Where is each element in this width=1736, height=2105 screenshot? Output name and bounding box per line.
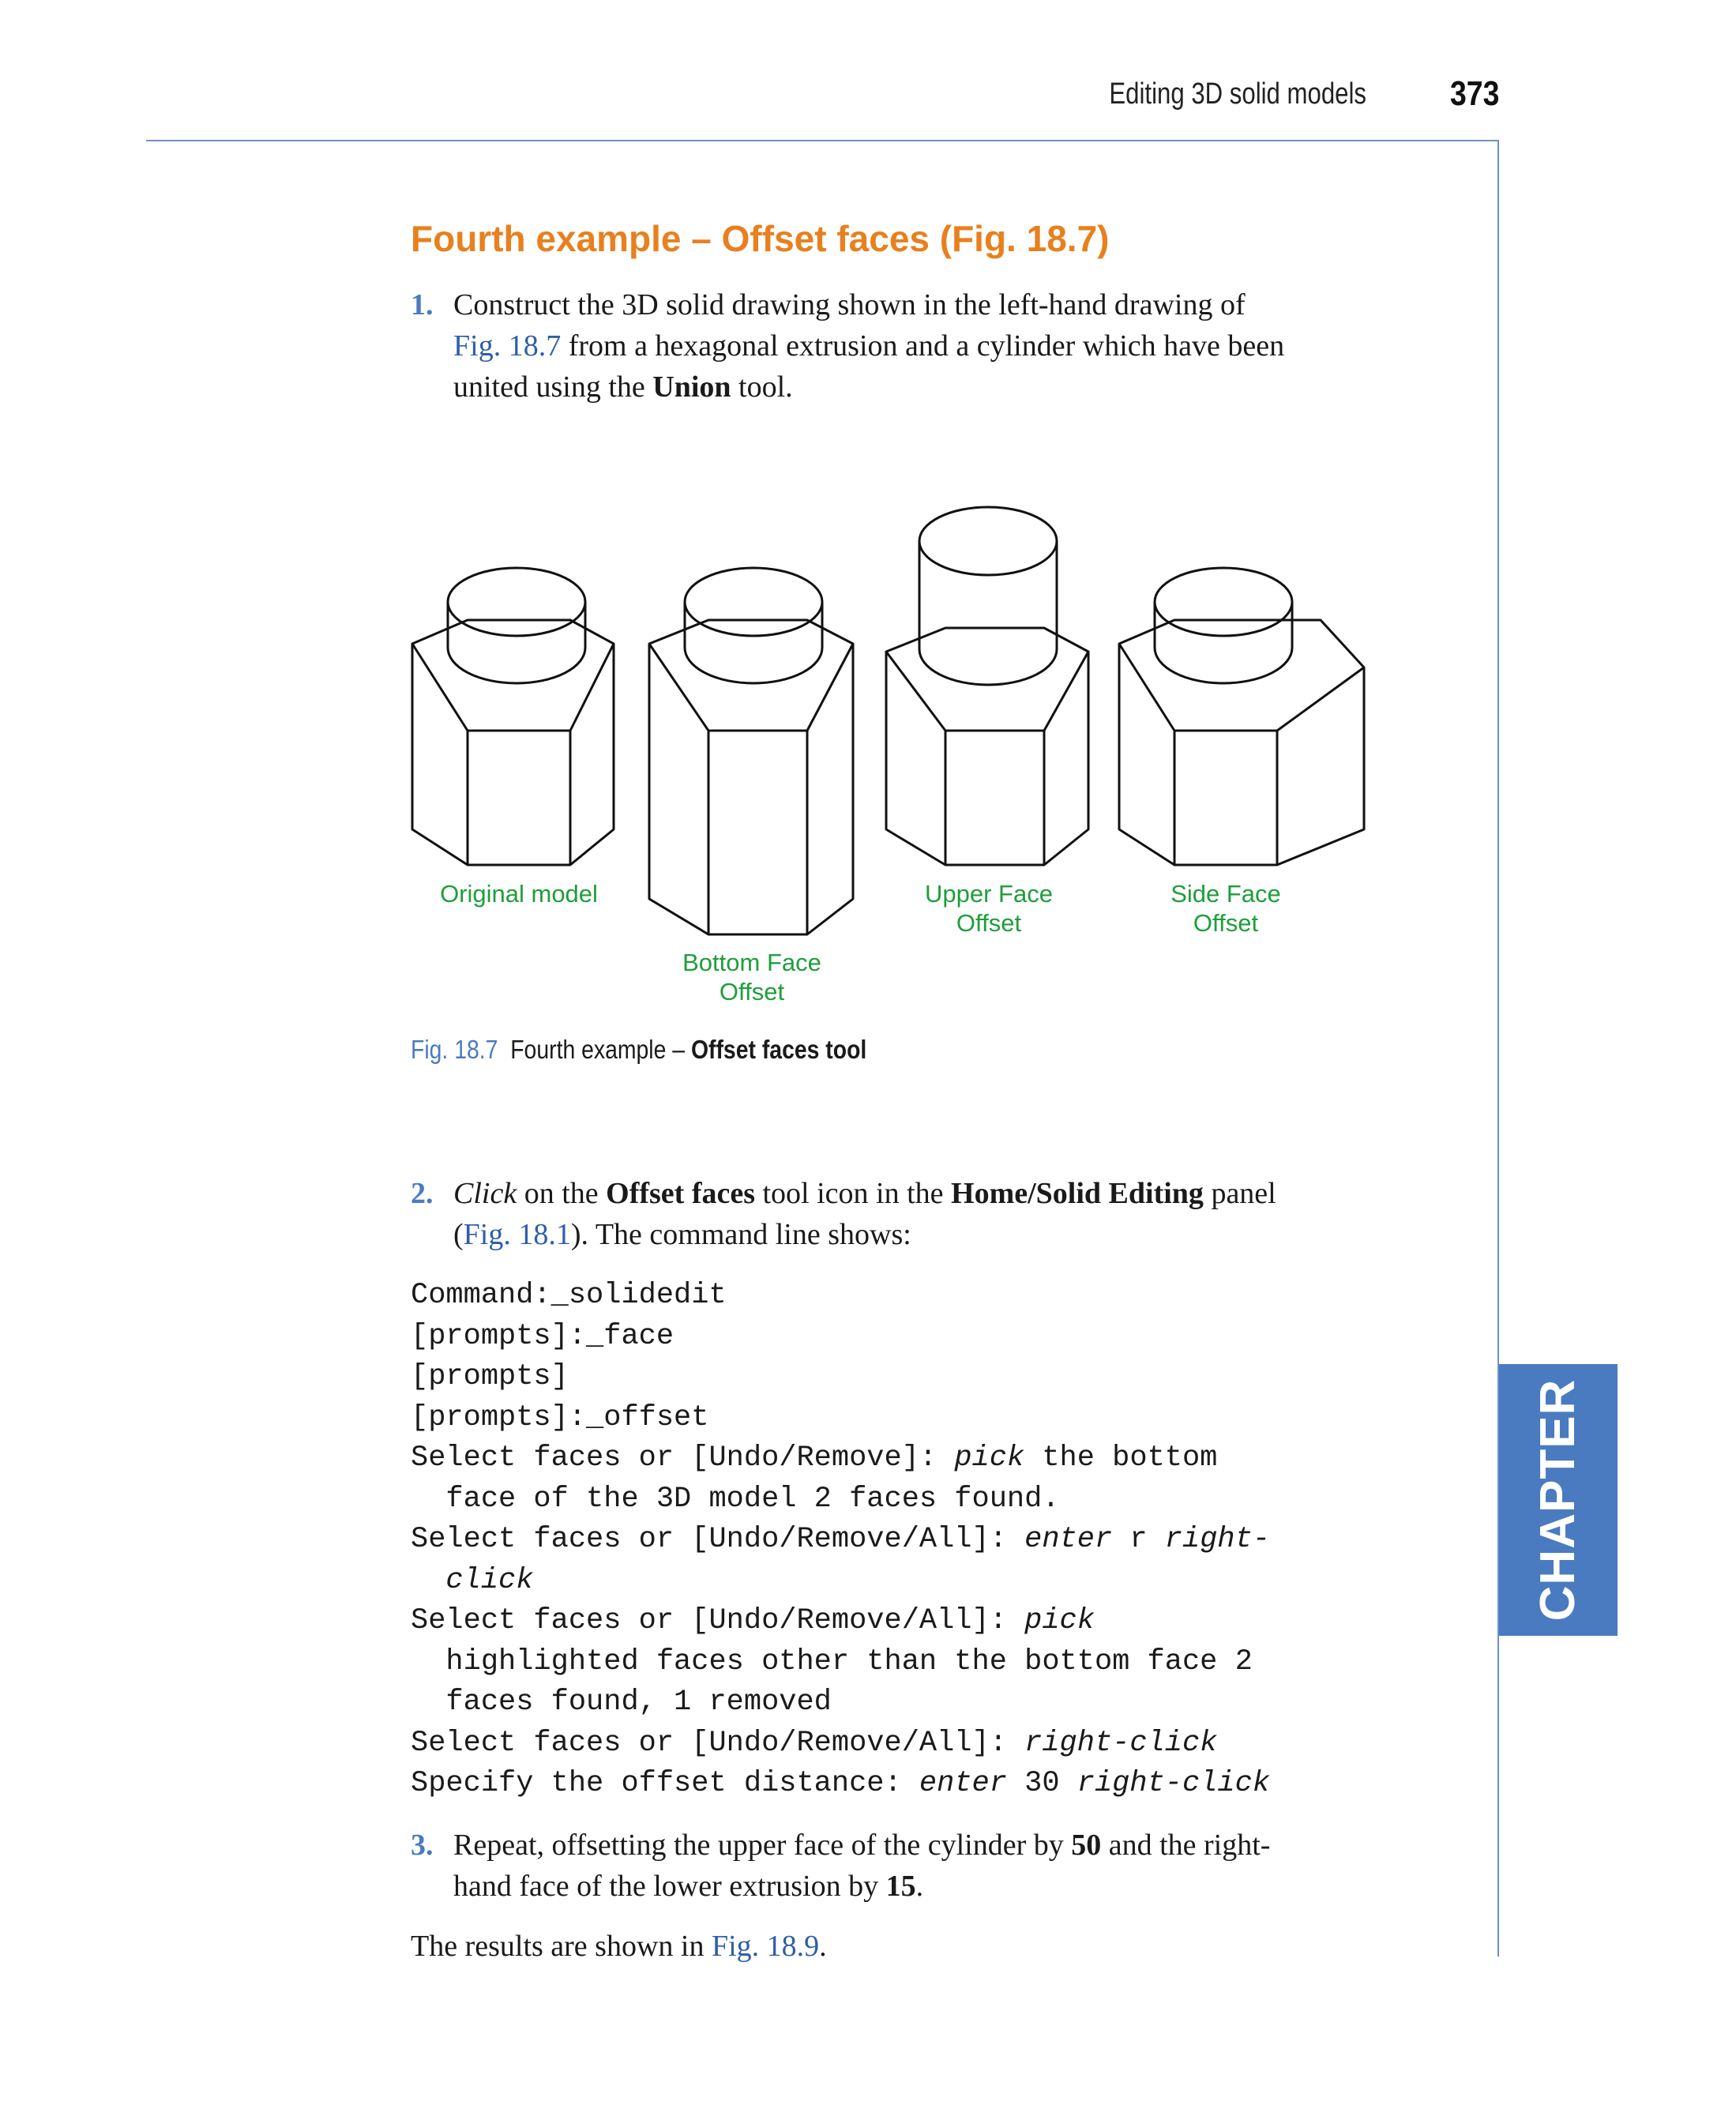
original-model-drawing xyxy=(412,568,614,865)
step-number: 3. xyxy=(411,1829,434,1862)
figure-offset-faces xyxy=(404,506,1382,1011)
label-upper-face-offset: Upper Face Offset xyxy=(925,880,1053,937)
command-line: Select faces or [Undo/Remove/All]: right-click xyxy=(411,1726,1218,1760)
command-line: [prompts] xyxy=(411,1360,569,1393)
margin-rule xyxy=(1497,140,1499,1957)
command-line: [prompts]:_face xyxy=(411,1319,674,1353)
label-bottom-face-offset: Bottom Face Offset xyxy=(682,949,821,1006)
figure-caption: Fig. 18.7 Fourth example – Offset faces tool xyxy=(411,1035,867,1064)
step-3-line: Repeat, offsetting the upper face of the cylinder by 50 and the right- xyxy=(453,1829,1271,1862)
fig-link[interactable]: Fig. 18.7 xyxy=(453,329,562,363)
command-line: Select faces or [Undo/Remove/All]: pick xyxy=(411,1604,1095,1637)
results-paragraph: The results are shown in Fig. 18.9. xyxy=(411,1930,827,1963)
bottom-face-offset-drawing xyxy=(649,568,853,934)
caption-fig-number: Fig. 18.7 xyxy=(411,1035,498,1064)
step-2-line: Click on the Offset faces tool icon in the Home/Solid Editing panel xyxy=(453,1177,1276,1210)
page-number: 373 xyxy=(1450,74,1500,113)
command-line: [prompts]:_offset xyxy=(411,1400,709,1434)
command-line: Select faces or [Undo/Remove]: pick the bottom xyxy=(411,1442,1218,1475)
step-number: 1. xyxy=(411,288,434,321)
header-rule xyxy=(146,140,1499,141)
command-line: Command:_solidedit xyxy=(411,1279,727,1312)
command-line: highlighted faces other than the bottom face 2 xyxy=(411,1645,1253,1678)
command-line: Specify the offset distance: enter 30 right-click xyxy=(411,1767,1271,1800)
section-heading: Fourth example – Offset faces (Fig. 18.7) xyxy=(411,218,1110,259)
command-line: face of the 3D model 2 faces found. xyxy=(411,1482,1060,1516)
command-line: click xyxy=(411,1563,534,1597)
fig-link[interactable]: Fig. 18.1 xyxy=(463,1218,571,1251)
running-header-title: Editing 3D solid models xyxy=(1109,77,1366,111)
command-line: faces found, 1 removed xyxy=(411,1686,832,1719)
label-original-model: Original model xyxy=(440,880,598,908)
chapter-tab xyxy=(1499,1364,1704,1636)
step-number: 2. xyxy=(411,1177,434,1210)
step-2-line: (Fig. 18.1). The command line shows: xyxy=(453,1218,911,1251)
side-face-offset-drawing xyxy=(1119,568,1364,865)
step-1-line: united using the Union tool. xyxy=(453,370,793,404)
command-line: Select faces or [Undo/Remove/All]: enter r right- xyxy=(411,1523,1271,1556)
step-1-line: Fig. 18.7 from a hexagonal extrusion and a cylinder which have been xyxy=(453,329,1285,363)
label-side-face-offset: Side Face Offset xyxy=(1170,880,1281,937)
chapter-tab-label: CHAPTER 18 xyxy=(1531,1378,1704,1622)
step-3-line: hand face of the lower extrusion by 15. xyxy=(453,1870,924,1903)
fig-link[interactable]: Fig. 18.9 xyxy=(711,1930,820,1963)
step-1-line: Construct the 3D solid drawing shown in the left-hand drawing of xyxy=(453,288,1246,321)
upper-face-offset-drawing xyxy=(886,507,1088,865)
command-line-listing xyxy=(411,1276,1270,1805)
